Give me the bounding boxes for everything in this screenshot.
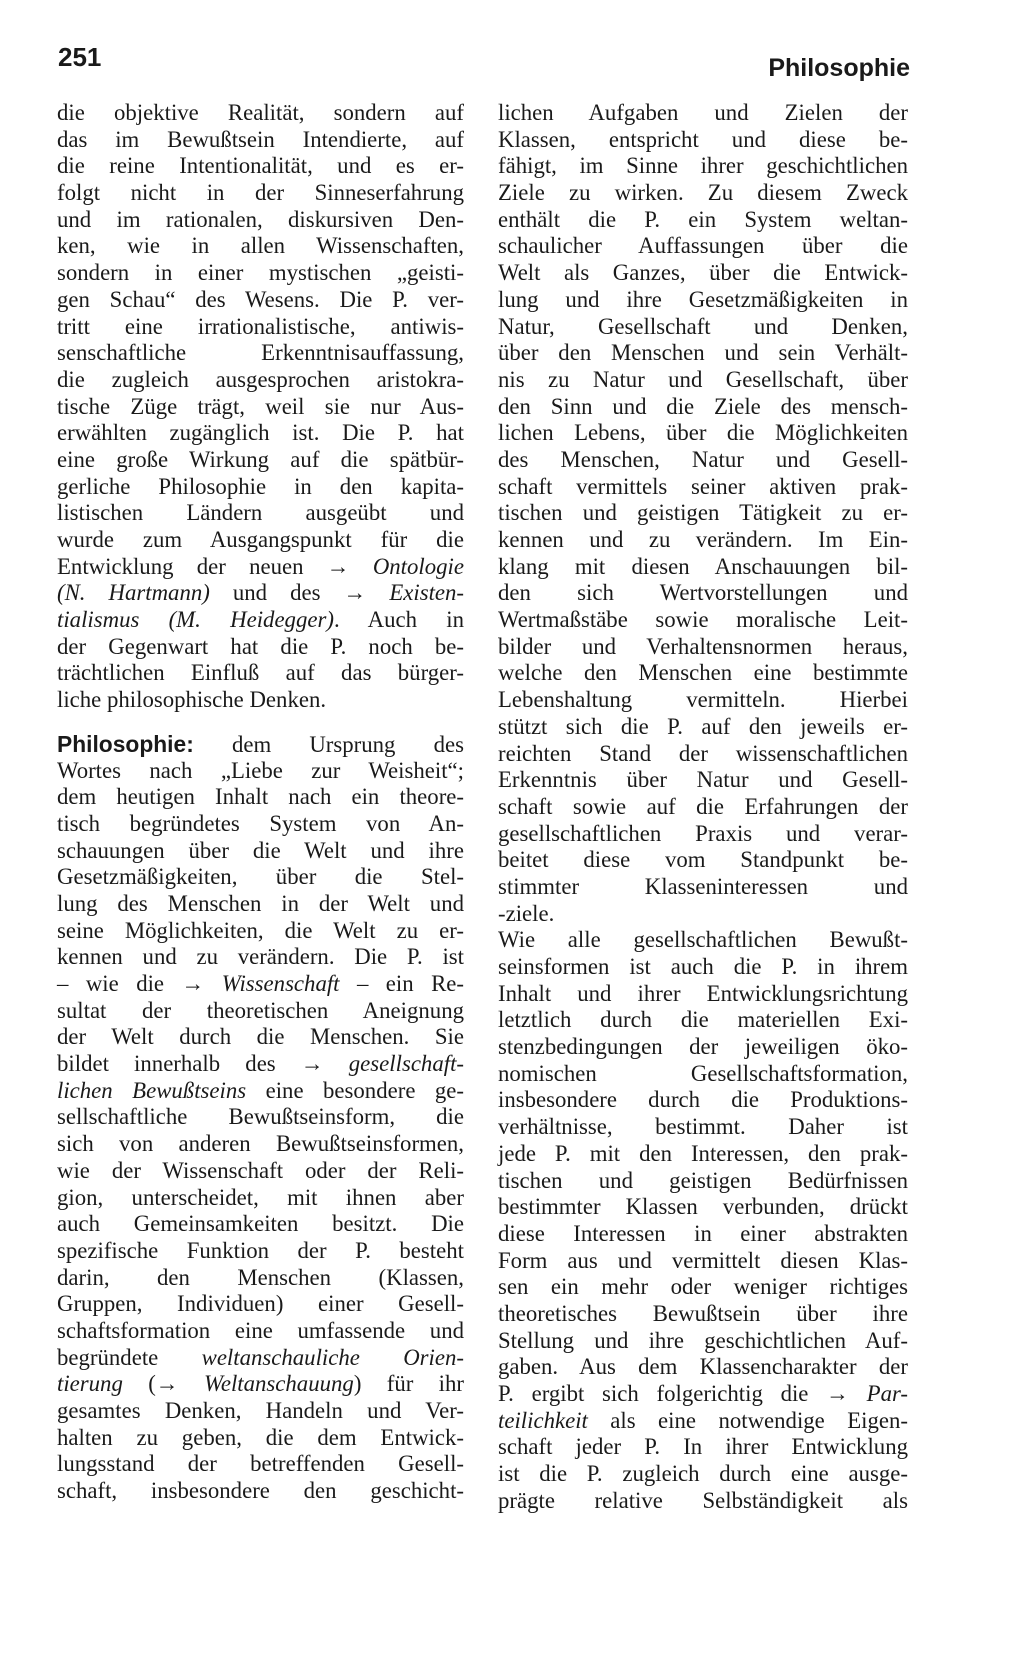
text-line: Stellung und ihre geschichtlichen Auf- <box>498 1327 908 1353</box>
text-line: die zugleich ausgesprochen aristokra- <box>57 366 464 392</box>
text-line: das im Bewußtsein Intendierte, auf <box>57 126 464 152</box>
emphasis-weltanschauliche-orientierung: weltanschauliche Orien- <box>201 1344 464 1370</box>
line-text: Entwicklung der neuen <box>57 553 327 579</box>
text-line: gen Schau“ des Wesens. Die P. ver- <box>57 286 464 312</box>
text-line: gaben. Aus dem Klassencharakter der <box>498 1354 908 1380</box>
text-line: ken, wie in allen Wissenschaften, <box>57 233 464 259</box>
text-line: enthält die P. ein System weltan- <box>498 206 908 232</box>
text-line: die objektive Realität, sondern auf <box>57 100 464 125</box>
text-line: wie der Wissenschaft oder der Reli- <box>57 1157 464 1183</box>
text-line: der Welt durch die Menschen. Sie <box>57 1024 464 1050</box>
text-line: sultat der theoretischen Aneignung <box>57 997 464 1023</box>
reference-n-hartmann: (N. Hartmann) <box>57 580 210 606</box>
text-line <box>57 607 464 634</box>
entry-line <box>57 731 464 758</box>
text-line: sich von anderen Bewußtseinsformen, <box>57 1131 464 1157</box>
text-line: tischen und geistigen Bedürfnissen <box>498 1167 908 1193</box>
paragraph-gap <box>57 714 464 731</box>
text-line: insbesondere durch die Produktions- <box>498 1087 908 1113</box>
text-line: nomischen Gesellschaftsformation, <box>498 1060 908 1086</box>
line-text: als eine notwendige Eigen- <box>587 1407 908 1433</box>
text-line: tischen und geistigen Tätigkeit zu er- <box>498 500 908 526</box>
text-line <box>57 1345 464 1372</box>
text-line: kennen und zu verändern. Im Ein- <box>498 527 908 552</box>
text-line: seine Möglichkeiten, die Welt zu er- <box>57 917 464 943</box>
line-text: eine besondere ge- <box>246 1077 465 1103</box>
text-line: bestimmter Klassen verbunden, drückt <box>498 1194 908 1220</box>
reference-m-heidegger: tialismus (M. Heidegger) <box>57 607 334 633</box>
text-line: Klassen, entspricht und diese be- <box>498 126 908 152</box>
text-line: schaft jeder P. In ihrer Entwicklung <box>498 1434 908 1460</box>
text-line: ist die P. zugleich durch eine ausge- <box>498 1461 908 1487</box>
entry-headword: Philosophie: <box>57 730 194 757</box>
text-line: lung des Menschen in der Welt und <box>57 890 464 916</box>
text-line: wurde zum Ausgangspunkt für die <box>57 527 464 552</box>
text-line: schaulicher Auffassungen über die <box>498 233 908 259</box>
text-line <box>57 1371 464 1398</box>
text-line: dem heutigen Inhalt nach ein theore- <box>57 784 464 810</box>
text-line: halten zu geben, die dem Entwick- <box>57 1424 464 1450</box>
text-line: -ziele. <box>498 900 555 926</box>
text-line: Wie alle gesellschaftlichen Bewußt- <box>498 927 908 953</box>
text-line: Wortes nach „Liebe zur Weisheit“; <box>57 757 464 783</box>
text-line: schaft, insbesondere den geschicht- <box>57 1478 464 1504</box>
text-line <box>57 554 464 581</box>
text-line: Form aus und vermittelt diesen Klas- <box>498 1247 908 1273</box>
text-line: Wertmaßstäbe sowie moralische Leit- <box>498 607 908 633</box>
text-line: eine große Wirkung auf die spätbür- <box>57 446 464 472</box>
line-text: dem Ursprung des <box>193 731 464 757</box>
left-column <box>57 100 464 1505</box>
right-column <box>498 100 908 1514</box>
text-line: bilder und Verhaltensnormen heraus, <box>498 633 908 659</box>
cross-reference-gesellschaftliches-bewusstsein[interactable]: → gesellschaft- <box>300 1051 464 1077</box>
text-line: verhältnisse, bestimmt. Daher ist <box>498 1114 908 1140</box>
text-line <box>498 1408 908 1435</box>
text-line: lung und ihre Gesetzmäßigkeiten in <box>498 286 908 312</box>
line-text: begründete <box>57 1344 202 1370</box>
cross-reference-weltanschauung[interactable]: → Weltanschauung <box>155 1371 354 1397</box>
text-line: tritt eine irrationalistische, antiwis- <box>57 313 464 339</box>
text-line: seinsformen ist auch die P. in ihrem <box>498 954 908 979</box>
text-line: jede P. mit den Interessen, den prak- <box>498 1140 908 1166</box>
text-line: und im rationalen, diskursiven Den- <box>57 206 464 232</box>
text-line: den sich Wertvorstellungen und <box>498 580 908 606</box>
text-line: Lebenshaltung vermitteln. Hierbei <box>498 687 908 713</box>
text-line: kennen und zu verändern. Die P. ist <box>57 944 464 970</box>
line-text: – ein Re- <box>339 971 465 996</box>
cross-reference-ontologie[interactable]: → Ontologie <box>326 553 464 579</box>
text-line <box>57 1051 464 1078</box>
text-line: theoretisches Bewußtsein über ihre <box>498 1300 908 1326</box>
text-line: schaftsformation eine umfassende und <box>57 1317 464 1343</box>
text-line: stenzbedingungen der jeweiligen öko- <box>498 1034 908 1060</box>
text-line: Natur, Gesellschaft und Denken, <box>498 313 908 339</box>
cross-reference-existentialismus[interactable]: → Existen- <box>343 580 465 606</box>
text-line: der Gegenwart hat die P. noch be- <box>57 633 464 659</box>
text-line: beitet diese vom Standpunkt be- <box>498 847 908 873</box>
text-line: prägte relative Selbständigkeit als <box>498 1487 908 1513</box>
text-line: fähigt, im Sinne ihrer geschichtlichen <box>498 153 908 179</box>
text-line: schauungen über die Welt und ihre <box>57 837 464 863</box>
text-line: listischen Ländern ausgeübt und <box>57 500 464 526</box>
text-line: lichen Aufgaben und Zielen der <box>498 100 908 125</box>
text-line: Welt als Ganzes, über die Entwick- <box>498 260 908 286</box>
text-line: gerliche Philosophie in den kapita- <box>57 473 464 499</box>
text-line: liche philosophische Denken. <box>57 687 327 713</box>
text-line: diese Interessen in einer abstrakten <box>498 1220 908 1246</box>
line-text: . Auch in <box>333 607 464 633</box>
text-line: schaft sowie auf die Erfahrungen der <box>498 793 908 819</box>
emphasis-orientierung-cont: tierung <box>57 1371 123 1397</box>
text-line: des Menschen, Natur und Gesell- <box>498 446 908 472</box>
text-line: senschaftliche Erkenntnisauffassung, <box>57 340 464 366</box>
text-line: über den Menschen und sein Verhält- <box>498 340 908 366</box>
page-number: 251 <box>58 42 102 72</box>
text-line: stimmter Klasseninteressen und <box>498 873 908 899</box>
text-line: reichten Stand der wissenschaftlichen <box>498 740 908 766</box>
text-line: erwählten zugänglich ist. Die P. hat <box>57 420 464 446</box>
text-line: trächtlichen Einfluß auf das bürger- <box>57 660 464 686</box>
cross-reference-wissenschaft[interactable]: → Wissenschaft <box>181 971 340 996</box>
cross-reference-gesellschaftliches-bewusstsein-cont[interactable]: lichen Bewußtseins <box>57 1077 247 1103</box>
text-line: stützt sich die P. auf den jeweils er- <box>498 713 908 739</box>
text-line: Gruppen, Individuen) einer Gesell- <box>57 1291 464 1317</box>
cross-reference-parteilichkeit[interactable]: → Par- <box>826 1381 909 1406</box>
text-line: welche den Menschen eine bestimmte <box>498 660 908 686</box>
text-line <box>498 1381 908 1408</box>
text-line: lungsstand der betreffenden Gesell- <box>57 1451 464 1477</box>
text-line: spezifische Funktion der P. besteht <box>57 1237 464 1263</box>
text-line <box>57 580 464 607</box>
line-text: – wie die <box>57 971 182 996</box>
text-line: sondern in einer mystischen „geisti- <box>57 260 464 286</box>
line-text: P. ergibt sich folgerichtig die <box>498 1381 827 1406</box>
cross-reference-parteilichkeit-cont[interactable]: teilichkeit <box>498 1407 588 1433</box>
text-line: tische Züge trägt, weil sie nur Aus- <box>57 393 464 419</box>
text-line: letztlich durch die materiellen Exi- <box>498 1007 908 1033</box>
text-line: schaft vermittels seiner aktiven prak- <box>498 473 908 499</box>
text-line: lichen Lebens, über die Möglichkeiten <box>498 420 908 446</box>
text-line: auch Gemeinsamkeiten besitzt. Die <box>57 1211 464 1237</box>
text-line <box>57 1078 464 1105</box>
text-line: die reine Intentionalität, und es er- <box>57 153 464 179</box>
line-text: ( <box>122 1371 156 1397</box>
text-line: Erkenntnis über Natur und Gesell- <box>498 767 908 793</box>
line-text: und des <box>209 580 344 606</box>
text-line: den Sinn und die Ziele des mensch- <box>498 393 908 419</box>
text-line: gion, unterscheidet, mit ihnen aber <box>57 1184 464 1210</box>
line-text: ) für ihr <box>353 1371 464 1397</box>
text-line: gesamtes Denken, Handeln und Ver- <box>57 1398 464 1423</box>
text-line: Inhalt und ihrer Entwicklungsrichtung <box>498 980 908 1006</box>
text-line: sellschaftliche Bewußtseinsform, die <box>57 1104 464 1130</box>
text-line: Ziele zu wirken. Zu diesem Zweck <box>498 180 908 206</box>
text-line <box>57 971 464 998</box>
line-text: bildet innerhalb des <box>57 1051 301 1077</box>
text-line: darin, den Menschen (Klassen, <box>57 1264 464 1290</box>
text-line: tisch begründetes System von An- <box>57 810 464 836</box>
text-line: Gesetzmäßigkeiten, über die Stel- <box>57 864 464 890</box>
text-line: gesellschaftlichen Praxis und verar- <box>498 820 908 846</box>
text-line: sen ein mehr oder weniger richtiges <box>498 1274 908 1300</box>
running-head: Philosophie <box>768 54 910 82</box>
text-line: nis zu Natur und Gesellschaft, über <box>498 366 908 392</box>
text-line: folgt nicht in der Sinneserfahrung <box>57 180 464 206</box>
text-line: klang mit diesen Anschauungen bil- <box>498 553 908 579</box>
